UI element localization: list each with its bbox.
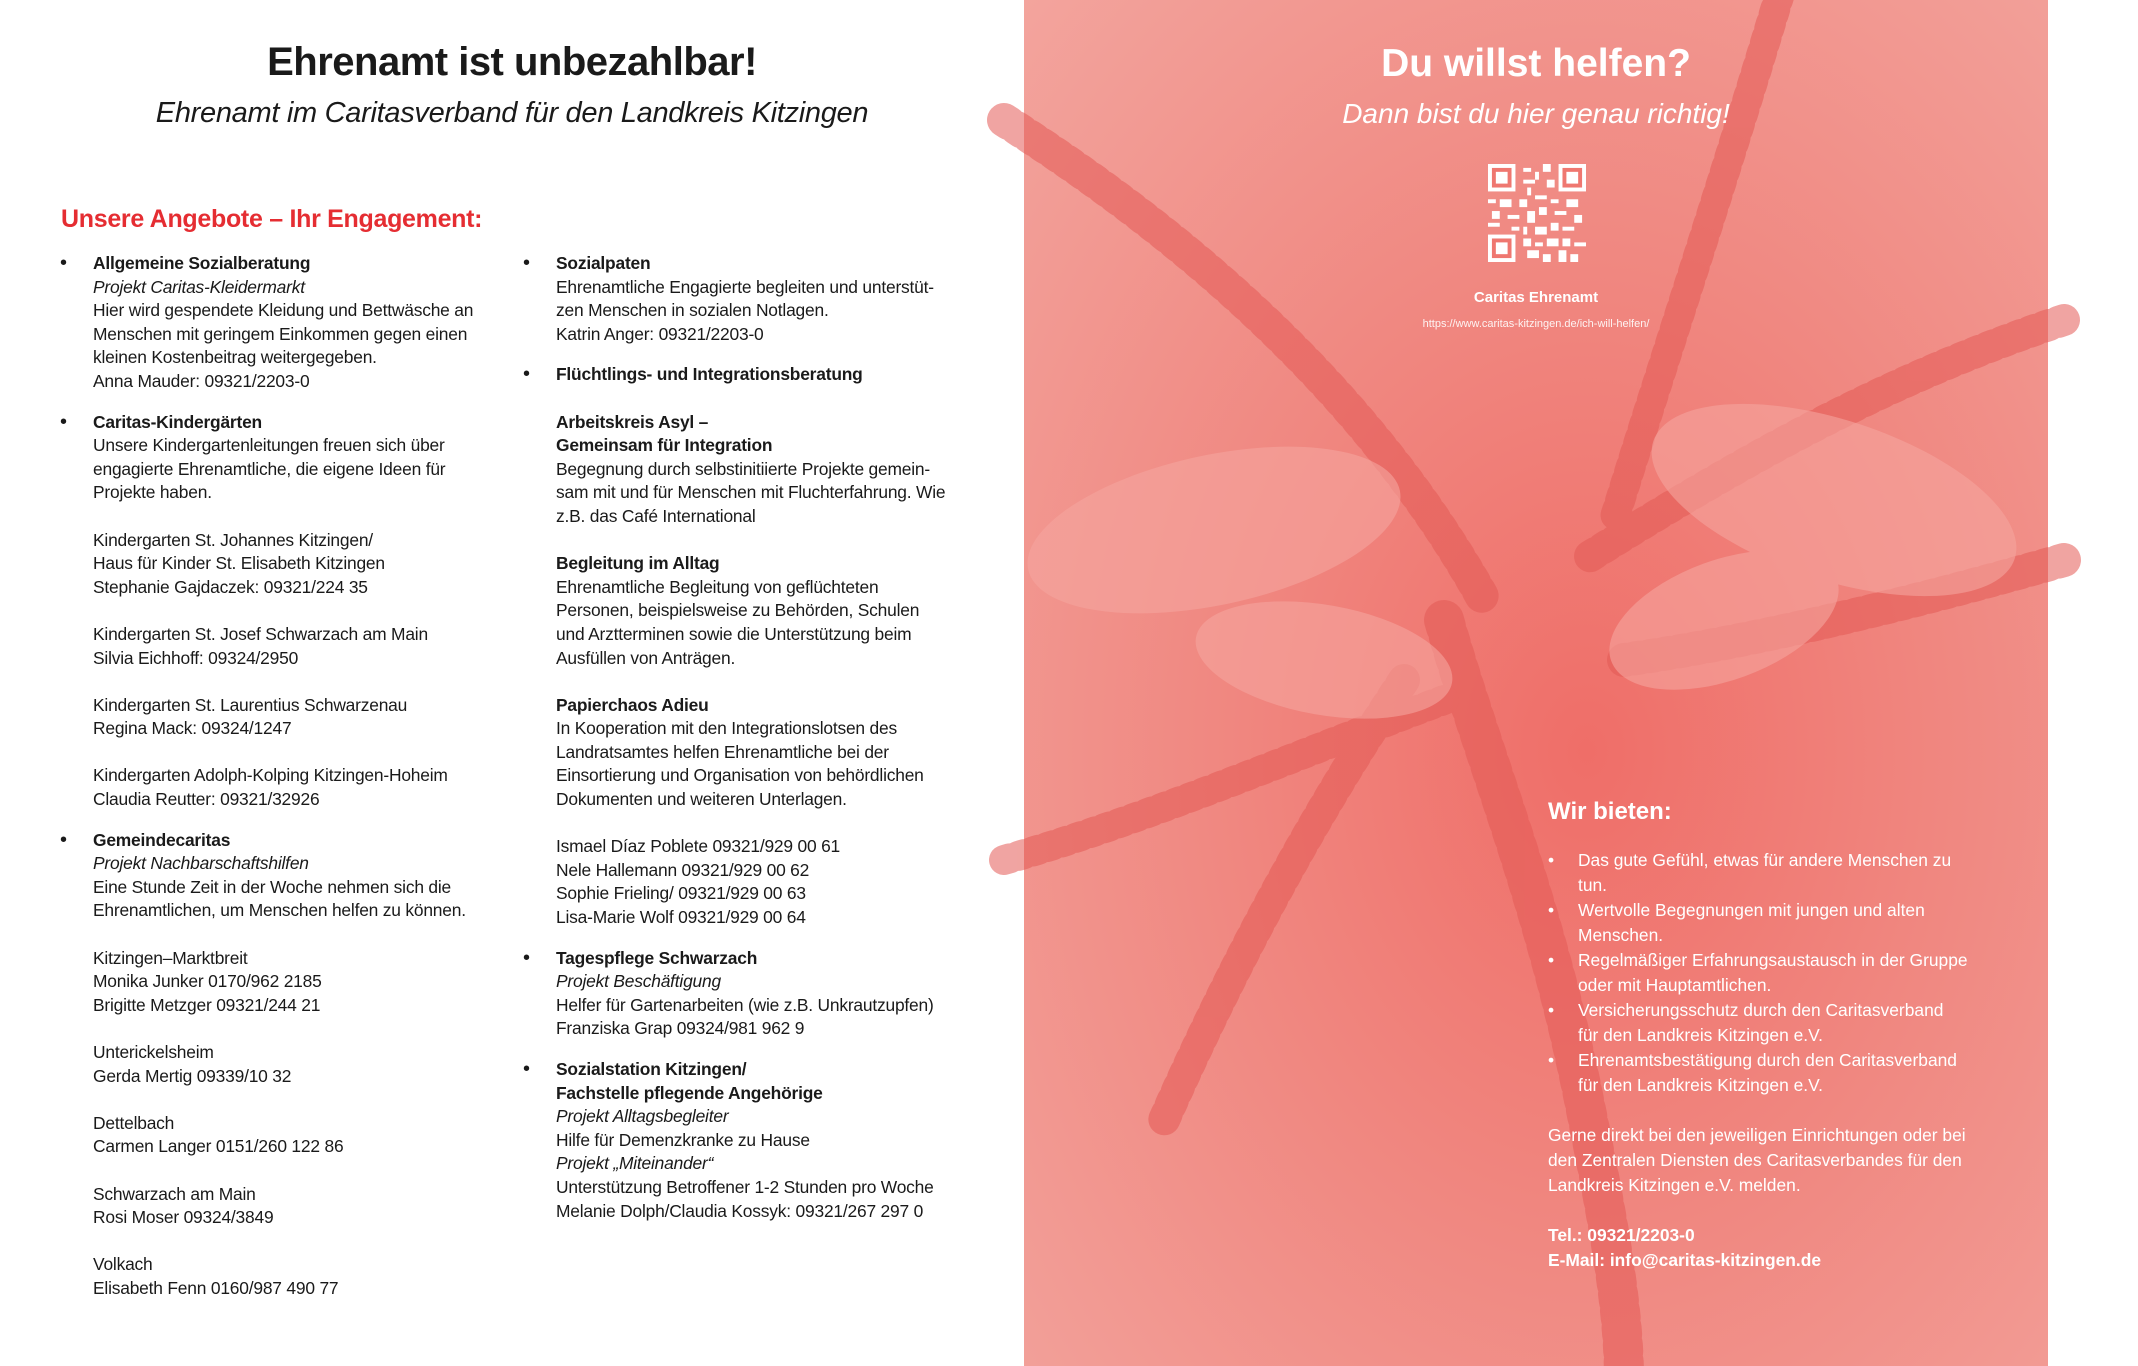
sub-heading: Begleitung im Alltag (556, 553, 720, 574)
page-subtitle: Ehrenamt im Caritasverband für den Landkreis Kitzingen (155, 97, 869, 129)
bullet-icon: • (1548, 1050, 1555, 1070)
project-name: Projekt Alltagsbegleiter (556, 1106, 729, 1127)
contact-line: Gerda Mertig 09339/10 32 (93, 1065, 292, 1086)
bullet-icon: • (1548, 1000, 1555, 1020)
contact-line: Ismael Díaz Poblete 09321/929 00 61 (556, 836, 841, 857)
contact-line: Silvia Eichhoff: 09324/2950 (93, 647, 299, 668)
bullet-icon: • (1548, 950, 1555, 970)
contact-line: Lisa-Marie Wolf 09321/929 00 64 (556, 907, 806, 928)
project-name: Projekt Caritas-Kleidermarkt (93, 276, 305, 297)
text-line: Projekte haben. (93, 482, 212, 503)
offer-kindergaerten (60, 411, 510, 812)
offer-heading: Flüchtlings- und Integrationsberatung (556, 364, 863, 385)
offer-heading: Allgemeine Sozialberatung (93, 253, 311, 273)
bullet-icon: • (60, 828, 67, 851)
offer-title: Wir bieten: (1548, 798, 1672, 825)
kindergarten-line: Haus für Kinder St. Elisabeth Kitzingen (93, 553, 385, 574)
contact-line: Monika Junker 0170/962 2185 (93, 971, 322, 992)
email-link[interactable]: E-Mail: info@caritas-kitzingen.de (1548, 1250, 1822, 1270)
sub-heading: Gemeinsam für Integration (556, 435, 773, 456)
qr-code-icon[interactable] (1488, 164, 1586, 262)
bullet-icon: • (1548, 900, 1555, 920)
project-name: Projekt „Miteinander“ (556, 1153, 714, 1174)
sub-heading: Papierchaos Adieu (556, 694, 709, 715)
text-line: Hilfe für Demenzkranke zu Hause (556, 1129, 810, 1150)
cta-subtitle: Dann bist du hier genau richtig! (1342, 98, 1730, 129)
contact-line: Stephanie Gajdaczek: 09321/224 35 (93, 576, 368, 597)
offer-sozialberatung (60, 252, 510, 394)
kindergarten-line: Kindergarten St. Josef Schwarzach am Main (93, 623, 428, 644)
text-line: Begegnung durch selbstinitiierte Projekte gemein- (556, 458, 930, 479)
contact-line: Carmen Langer 0151/260 122 86 (93, 1136, 344, 1157)
text-line: zen Menschen in sozialen Notlagen. (556, 300, 829, 321)
text-line: Helfer für Gartenarbeiten (wie z.B. Unkrautzupfen) (556, 994, 934, 1015)
phone-link[interactable]: Tel.: 09321/2203-0 (1548, 1225, 1695, 1245)
offers-column-1 (60, 252, 510, 1318)
list-item: • Das gute Gefühl, etwas für andere Menschen zu tun. (1548, 850, 1952, 895)
offer-heading: Tagespflege Schwarzach (556, 947, 758, 968)
page-title: Ehrenamt ist unbezahlbar! (267, 40, 757, 84)
offer-heading: Caritas-Kindergärten (93, 411, 262, 432)
contact-line: Sophie Frieling/ 09321/929 00 63 (556, 883, 806, 904)
text-line: Personen, beispielsweise zu Behörden, Schulen (556, 600, 920, 621)
offers-column-2 (523, 252, 983, 1240)
text-line: Eine Stunde Zeit in der Woche nehmen sich die (93, 876, 452, 897)
location-line: Dettelbach (93, 1112, 175, 1133)
text-line: z.B. das Café International (556, 505, 756, 526)
contact-line: Claudia Reutter: 09321/32926 (93, 789, 320, 810)
contact-block (1548, 1223, 2008, 1273)
qr-url-link[interactable]: https://www.caritas-kitzingen.de/ich-will-helfen/ (1422, 318, 1650, 330)
text-line: Ausfüllen von Anträgen. (556, 647, 736, 668)
location-line: Volkach (93, 1254, 153, 1275)
bullet-icon: • (60, 252, 67, 274)
text-line: In Kooperation mit den Integrationslotsen des (556, 718, 897, 739)
text-line: Ehrenamtliche Begleitung von geflüchteten (556, 576, 879, 597)
contact-line: Franziska Grap 09324/981 962 9 (556, 1018, 805, 1039)
text-line: Hier wird gespendete Kleidung und Bettwäsche an (93, 300, 474, 321)
cta-title: Du willst helfen? (1381, 42, 1691, 85)
location-line: Kitzingen–Marktbreit (93, 947, 248, 968)
bullet-icon: • (523, 252, 530, 274)
contact-line: Melanie Dolph/Claudia Kossyk: 09321/267 297 0 (556, 1200, 924, 1221)
offer-box (1548, 798, 2008, 1273)
offer-tagespflege (523, 947, 983, 1041)
bullet-icon: • (60, 410, 67, 433)
kindergarten-line: Kindergarten Adolph-Kolping Kitzingen-Hoheim (93, 765, 448, 786)
offer-heading: Fachstelle pflegende Angehörige (556, 1082, 823, 1103)
text-line: Dokumenten und weiteren Unterlagen. (556, 789, 847, 810)
contact-line: Rosi Moser 09324/3849 (93, 1207, 274, 1228)
qr-label: Caritas Ehrenamt (1473, 289, 1599, 306)
project-name: Projekt Nachbarschaftshilfen (93, 853, 309, 874)
offer-heading: Sozialpaten (556, 253, 651, 273)
text-line: Menschen mit geringem Einkommen gegen einen (93, 323, 468, 344)
offer-heading: Gemeindecaritas (93, 829, 231, 850)
kindergarten-line: Kindergarten St. Laurentius Schwarzenau (93, 694, 408, 715)
contact-line: Brigitte Metzger 09321/244 21 (93, 994, 321, 1015)
contact-line: Anna Mauder: 09321/2203-0 (93, 370, 310, 391)
bullet-icon: • (1548, 850, 1555, 870)
offer-fluechtlingsberatung (523, 363, 983, 929)
text-line: Einsortierung und Organisation von behördlichen (556, 765, 924, 786)
location-line: Unterickelsheim (93, 1042, 214, 1062)
sub-heading: Arbeitskreis Asyl – (556, 411, 709, 432)
location-line: Schwarzach am Main (93, 1183, 256, 1204)
offer-gemeindecaritas (60, 829, 510, 1301)
contact-line: Elisabeth Fenn 0160/987 490 77 (93, 1277, 339, 1298)
text-line: Ehrenamtliche Engagierte begleiten und unterstüt- (556, 276, 934, 297)
text-line: Unsere Kindergartenleitungen freuen sich über (93, 435, 445, 456)
contact-line: Regina Mack: 09324/1247 (93, 718, 292, 739)
text-line: Ehrenamtlichen, um Menschen helfen zu können. (93, 900, 466, 921)
list-item: • Regelmäßiger Erfahrungsaustausch in der Gruppe oder mit Hauptamtlichen. (1548, 950, 1968, 995)
project-name: Projekt Beschäftigung (556, 971, 721, 992)
bullet-icon: • (523, 363, 530, 386)
right-page (1024, 0, 2138, 1366)
text-line: sam mit und für Menschen mit Fluchterfahrung. Wie (556, 482, 946, 503)
contact-line: Katrin Anger: 09321/2203-0 (556, 323, 764, 344)
list-item: • Versicherungsschutz durch den Caritasverband für den Landkreis Kitzingen e.V. (1548, 1000, 1944, 1045)
bullet-icon: • (523, 1058, 530, 1080)
offer-heading: Sozialstation Kitzingen/ (556, 1059, 747, 1079)
offer-sozialstation (523, 1058, 983, 1223)
offer-note: Gerne direkt bei den jeweiligen Einrichtungen oder bei den Zentralen Diensten des Caritasverbandes für den Landkreis Kitzingen e.V. melden. (1548, 1125, 1966, 1195)
text-line: und Arztterminen sowie die Unterstützung beim (556, 623, 912, 644)
photo-credit: Foto: Adobe Stock (2102, 1244, 2138, 1276)
section-title: Unsere Angebote – Ihr Engagement: (61, 205, 483, 233)
text-line: kleinen Kostenbeitrag weitergegeben. (93, 347, 377, 368)
offer-sozialpaten (523, 252, 983, 346)
left-page (0, 0, 1024, 1366)
list-item: • Wertvolle Begegnungen mit jungen und alten Menschen. (1548, 900, 1925, 945)
contact-line: Nele Hallemann 09321/929 00 62 (556, 859, 810, 880)
kindergarten-line: Kindergarten St. Johannes Kitzingen/ (93, 529, 373, 550)
text-line: engagierte Ehrenamtliche, die eigene Ideen für (93, 458, 446, 479)
list-item: • Ehrenamtsbestätigung durch den Caritasverband für den Landkreis Kitzingen e.V. (1548, 1050, 1957, 1095)
text-line: Landratsamtes helfen Ehrenamtliche bei der (556, 741, 889, 762)
bullet-icon: • (523, 946, 530, 969)
text-line: Unterstützung Betroffener 1-2 Stunden pro Woche (556, 1176, 934, 1197)
offer-list (1548, 848, 2008, 1098)
